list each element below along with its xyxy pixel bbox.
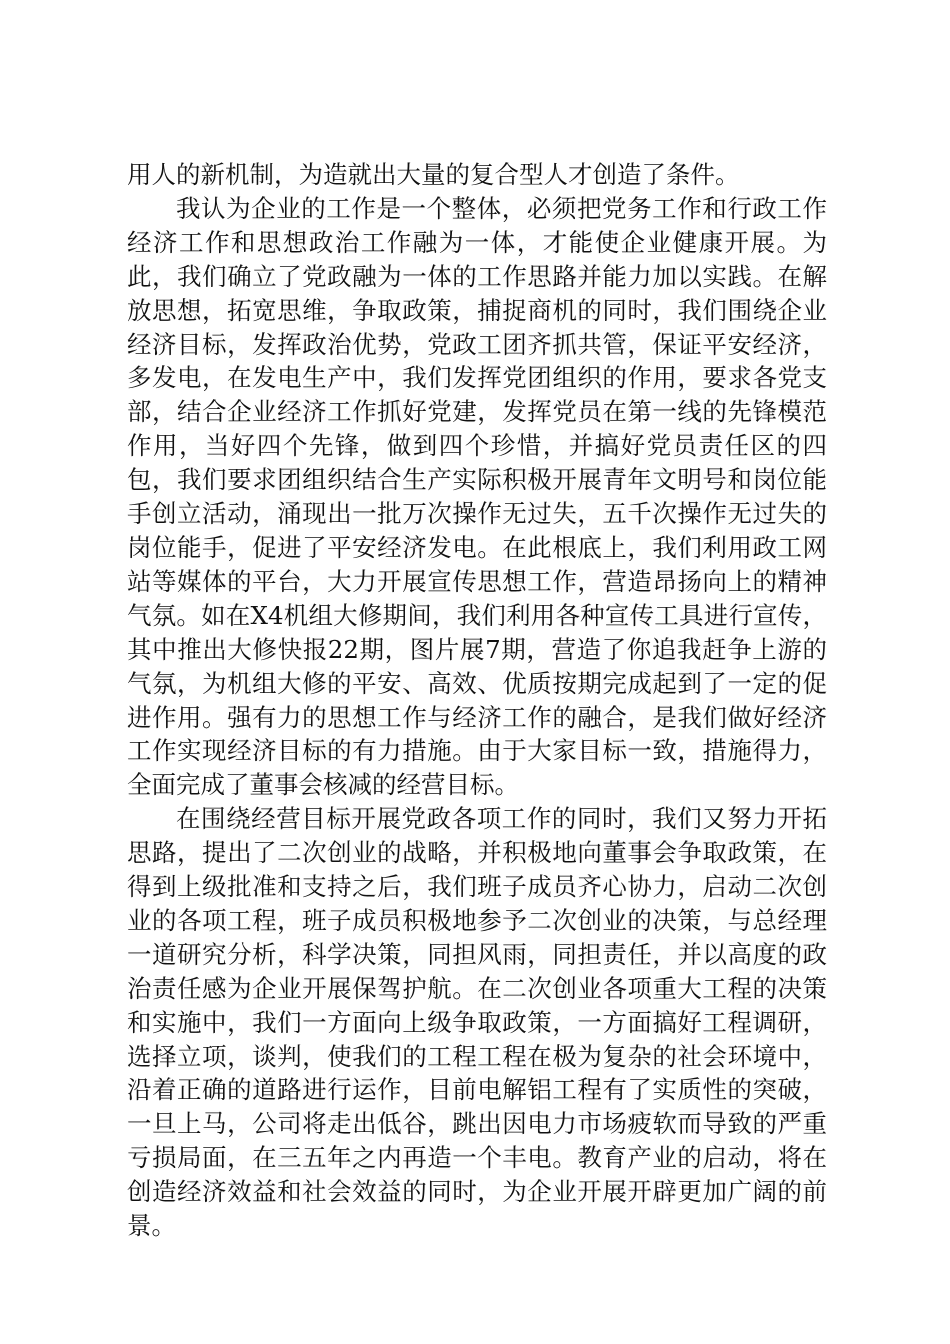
paragraph-party-work: 我认为企业的工作是一个整体，必须把党务工作和行政工作经济工作和思想政治工作融为一体，才能使企业健康开展。为此，我们确立了党政融为一体的工作思路并能力加以实践。在解放思想，拓宽思维，争取政策，捕捉商机的同时，我们围绕企业经济目标，发挥政治优势，党政工团齐抓共管，保证平安经济，多发电，在发电生产中，我们发挥党团组织的作用，要求各党支部，结合企业经济工作抓好党建，发挥党员在第一线的先锋模范作用，当好四个先锋，做到四个珍惜，并搞好党员责任区的四包，我们要求团组织结合生产实际积极开展青年文明号和岗位能手创立活动，涌现出一批万次操作无过失，五千次操作无过失的岗位能手，促进了平安经济发电。在此根底上，我们利用政工网站等媒体的平台，大力开展宣传思想工作，营造昂扬向上的精神气氛。如在X4机组大修期间，我们利用各种宣传工具进行宣传，其中推出大修快报22期，图片展7期，营造了你追我赶争上游的气氛，为机组大修的平安、高效、优质按期完成起到了一定的促进作用。强有力的思想工作与经济工作的融合，是我们做好经济工作实现经济目标的有力措施。由于大家目标一致，措施得力，全面完成了董事会核减的经营目标。 <box>127 193 827 800</box>
paragraph-continuation: 用人的新机制，为造就出大量的复合型人才创造了条件。 <box>127 160 740 189</box>
paragraph-second-venture: 在围绕经营目标开展党政各项工作的同时，我们又努力开拓思路，提出了二次创业的战略，并积极地向董事会争取政策，在得到上级批准和支持之后，我们班子成员齐心协力，启动二次创业的各项工程，班子成员积极地参予二次创业的决策，与总经理一道研究分析，科学决策，同担风雨，同担责任，并以高度的政治责任感为企业开展保驾护航。在二次创业各项重大工程的决策和实施中，我们一方面向上级争取政策，一方面搞好工程调研，选择立项，谈判，使我们的工程工程在极为复杂的社会环境中，沿着正确的道路进行运作，目前电解铝工程有了实质性的突破，一旦上马，公司将走出低谷，跳出因电力市场疲软而导致的严重亏损局面，在三五年之内再造一个丰电。教育产业的启动，将在创造经济效益和社会效益的同时，为企业开展开辟更加广阔的前景。 <box>127 804 827 1241</box>
document-page <box>127 158 827 1243</box>
